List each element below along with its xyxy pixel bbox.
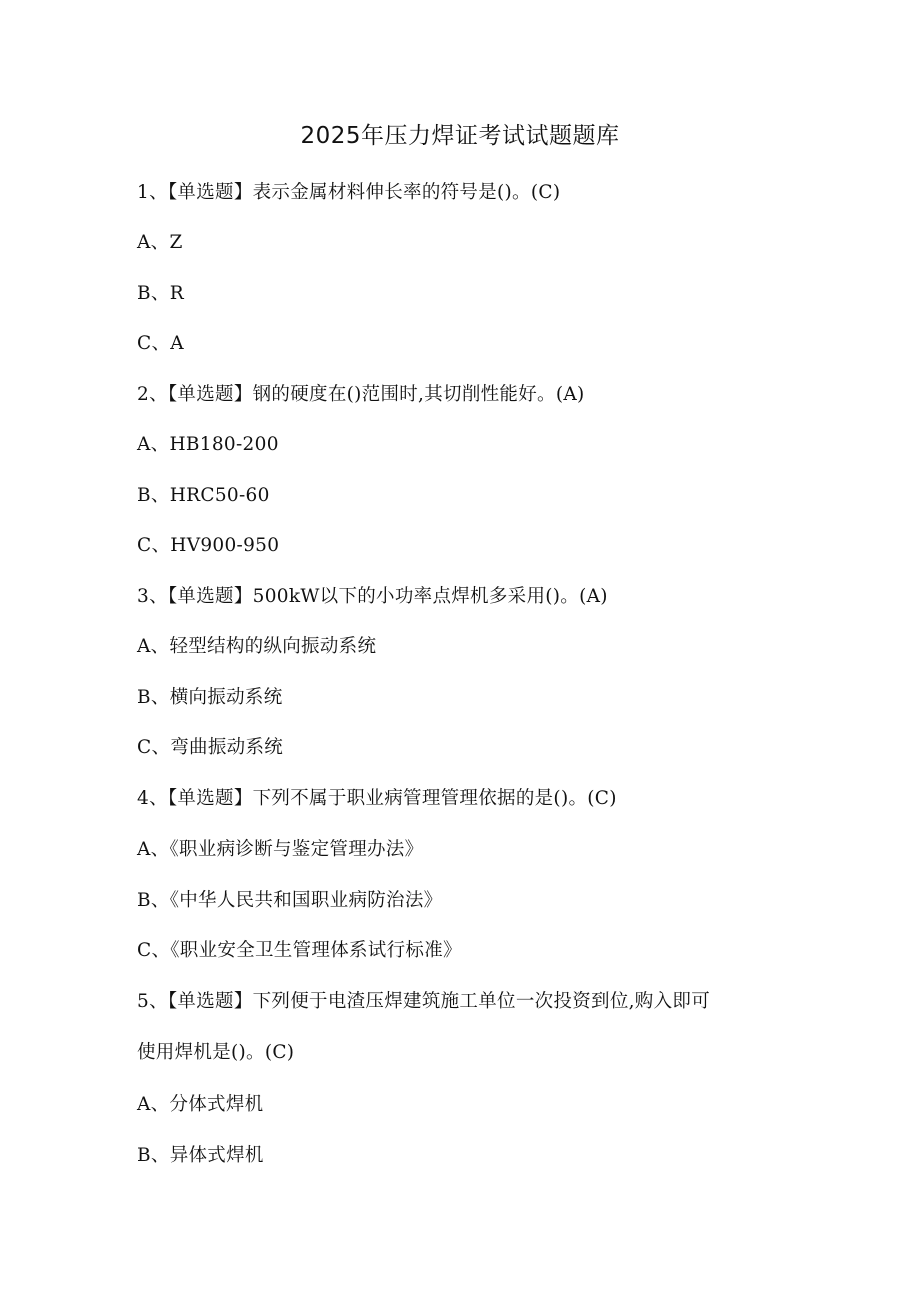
question-stem: 3、【单选题】500kW以下的小功率点焊机多采用()。(A): [137, 586, 608, 607]
answer-option: A、HB180-200: [137, 434, 279, 455]
answer-option: B、异体式焊机: [137, 1145, 264, 1166]
answer-option: A、《职业病诊断与鉴定管理办法》: [137, 839, 424, 860]
answer-option: B、横向振动系统: [137, 687, 283, 708]
answer-option: C、A: [137, 333, 184, 354]
question-stem: 4、【单选题】下列不属于职业病管理管理依据的是()。(C): [137, 788, 617, 809]
question-stem: 1、【单选题】表示金属材料伸长率的符号是()。(C): [137, 182, 561, 203]
answer-option: C、《职业安全卫生管理体系试行标准》: [137, 940, 462, 961]
question-stem-continued: 使用焊机是()。(C): [137, 1042, 295, 1063]
question-stem: 2、【单选题】钢的硬度在()范围时,其切削性能好。(A): [137, 384, 585, 405]
page-title: 2025年压力焊证考试试题题库: [300, 123, 620, 149]
answer-option: A、轻型结构的纵向振动系统: [137, 636, 377, 657]
answer-option: C、弯曲振动系统: [137, 737, 284, 758]
answer-option: A、Z: [137, 232, 183, 253]
answer-option: C、HV900-950: [137, 535, 280, 556]
question-stem: 5、【单选题】下列便于电渣压焊建筑施工单位一次投资到位,购入即可: [137, 991, 711, 1012]
answer-option: B、HRC50-60: [137, 485, 270, 506]
answer-option: A、分体式焊机: [137, 1094, 264, 1115]
answer-option: B、《中华人民共和国职业病防治法》: [137, 890, 443, 911]
answer-option: B、R: [137, 283, 184, 304]
